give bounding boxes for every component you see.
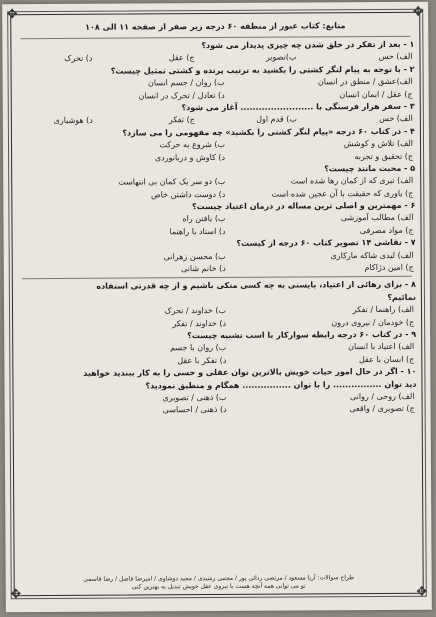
corner-ornament-icon: ✥ [412,4,424,20]
corner-ornament-icon: ✥ [10,587,22,603]
option: ب) روان با جسم [170,343,227,353]
question-text: ۷ - نقاشی ۱۴ تصویر کتاب ۶۰ درجه از کیست؟ [236,238,416,249]
options-row [19,403,417,418]
option: الف) لیدی شاکه مارکاری [330,250,414,260]
option: الف) تیری که از کمان رها شده است [290,176,414,186]
option: د) تعادل / تحرک در انسان [138,90,225,101]
question-text-cont: نمائیم؟ [387,292,416,302]
option: ج) عقل / ایمان انسان [339,89,413,99]
option: ج) امین دژاکام [364,262,414,273]
exam-paper [2,2,432,613]
question-text: ۱ - بعد از تفکر در خلق شدن چه چیزی پدیدار می شود؟ [201,39,415,51]
option: د) هوشیاری [53,116,93,126]
corner-ornament-icon: ✥ [6,7,18,23]
option: د) خانم شانی [180,263,226,274]
option: ج) مواد مصرفی [359,225,414,235]
option: د) ذهنی / احساسی [162,405,227,415]
option: ج) تفکر [168,115,195,125]
option: ج) انسان با عقل [358,354,415,364]
option: د) استاد یا راهنما [169,226,226,237]
option: ب) قدم اول [256,114,297,125]
option: الف) راهنما / تفکر [352,304,415,315]
option: ب) خداوند / تحرک [164,306,227,316]
option: الف) تلاش و کوشش [343,138,414,149]
option: الف) روحی / روانی [349,391,415,402]
option: ب) محسن زهرانی [163,251,226,261]
option: الف) اعتیاد با انسان [348,342,415,352]
option: ج) عقل [168,53,195,63]
question-text: ۳ - سفر هزار فرسنگی با ........................ آغاز می شود؟ [181,101,415,113]
question-text: ۸ - برای رهائی از اعتیاد، بایستی به چه کسی متکی باشیم و از چه قدرتی استفاده [96,280,416,292]
option: ب) روان / جسم انسان [147,78,225,88]
option: ج) تحقیق و تجربه [354,151,414,161]
option: ب) یافتن راه [182,214,226,224]
question-text-cont: دید توان ................ را با توان ................ همگام و منطبق نمودید؟ [145,379,417,390]
option: ب) ذهنی / تصویری [162,392,227,403]
option: ب)تصویر [265,52,297,63]
option: د) دوست داشتن خاص [150,189,226,200]
option: ب) شروع به حرکت [159,140,226,150]
question-text: ۱۰ - اگر در حال امور حیات خویش بالاترین توان عقلی و حسی را به کار ببندید خواهید [83,366,417,378]
option: د) تفکر با عقل [177,355,227,366]
option: د) خداوند / تفکر [172,318,227,328]
options-row [18,262,416,277]
question-text: ۵ - محبت مانند چیست؟ [324,163,416,174]
option: د) تحرک [64,54,93,64]
option: الف)عشق / منطق در انسان [317,76,413,87]
questions-area [16,20,416,418]
option: ب) دو سر یک کمان بی انتهاست [118,177,226,187]
option: د) کاوش و دریانوردی [154,152,226,162]
question-text: ۹ - در کتاب ۶۰ درجه رابطه سوارکار با اسب تشبیه چیست؟ [187,329,417,341]
option: الف) مطالب آموزشی [340,213,414,223]
question-text: ۶ - مهمترین و اصلی ترین مساله در درمان اعتیاد چیست؟ [191,200,416,212]
option: الف) حس [378,52,413,62]
corner-ornament-icon: ✥ [416,584,428,600]
sources-header: منابع: کتاب عبور از منطقه ۶۰ درجه زیر صفر از صفحه ۱۱ الی ۱۰۸ [85,21,346,32]
option: ج) یاوری که حقیقت با آن عجین شده است [271,188,414,199]
motto: تو می توانی همه آنچه هست با نیروی عقل خویش تبدیل به بهترین کنی [131,582,306,591]
option: ج) تصویری / واقعی [349,404,415,414]
designers-credit: طراح سوالات: آریا مسعود / مرتضی ردائی پور / مجتبی رشیدی / مجید دوشاوی / امیرضا فاضل / رضا قاسمی [83,574,355,583]
option: ج) خودمان / نیروی درون [331,317,415,327]
question-text: ۲ - با توجه به پیام لنگر کشتی را بکشید به ترتیب پرنده و کشتی تمثیل چیست؟ [110,64,415,76]
option: الف) حس [379,114,413,124]
footer [20,574,418,592]
question-text: ۴ - در کتاب ۶۰ درجه «پیام لنگر کشتی را بکشید» چه مفهومی را می سازد؟ [122,126,415,138]
